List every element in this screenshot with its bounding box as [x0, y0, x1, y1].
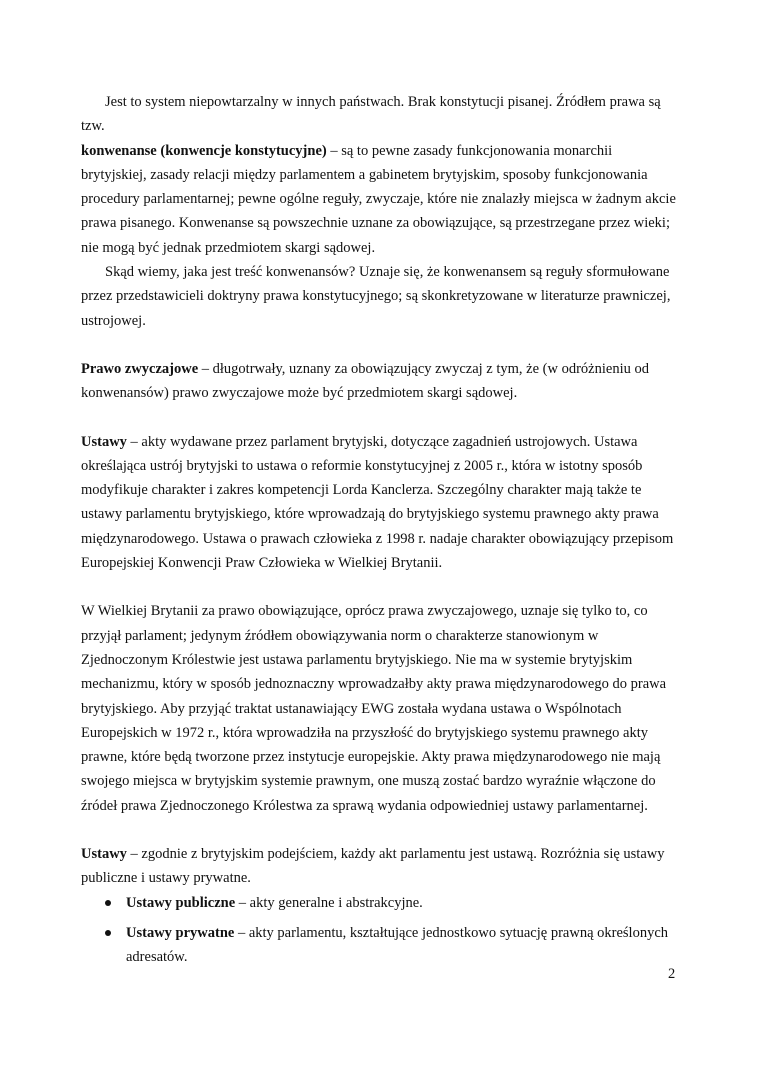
- paragraph-text: – zgodnie z brytyjskim podejściem, każdy akt parlamentu jest ustawą. Rozróżnia się ustawy publiczne i ustawy prywatne.: [81, 846, 665, 887]
- list-item-text: – akty generalne i abstrakcyjne.: [235, 894, 423, 911]
- paragraph-lead: Jest to system niepowtarzalny w innych państwach. Brak konstytucji pisanej. Źródłem prawa są tzw.: [81, 94, 661, 135]
- bullet-icon: [105, 930, 111, 936]
- list-item: [81, 921, 681, 970]
- paragraph-text: – długotrwały, uznany za obowiązujący zwyczaj z tym, że (w odróżnieniu od konwenansów) prawo zwyczajowe może być przedmiotem skargi sądowej.: [81, 360, 649, 402]
- paragraph-skad-wiemy: Skąd wiemy, jaka jest treść konwenansów? Uznaje się, że konwenansem są reguły sformułowane przez przedstawicieli doktryny prawa konstytucyjnego; są skonkretyzowane w literaturze prawniczej, ustrojowej.: [81, 264, 671, 329]
- term-ustawy-prywatne: Ustawy prywatne: [126, 924, 235, 941]
- bullet-list: [81, 891, 681, 970]
- term-ustawy-publiczne: Ustawy publiczne: [126, 894, 236, 911]
- blank-line: [81, 333, 681, 357]
- list-item: [81, 891, 681, 915]
- page-number: 2: [668, 966, 676, 982]
- paragraph-text: – akty wydawane przez parlament brytyjski, dotyczące zagadnień ustrojowych. Ustawa określająca ustrój brytyjski to ustawa o reformie konstytucyjnej z 2005 r., która w istotny sposób modyfikuje charakter i zakres kompetencji Lorda Kanclerza. Szczególny charakter mają także te ustawy parlamentu brytyjskiego, które wprowadzają do brytyjskiego systemu prawnego akty prawa międzynarodowego. Ustawa o prawach człowieka z 1998 r. nadaje charakter obowiązujący przepisom Europejskiej Konwencji Praw Człowieka w Wielkiej Brytanii.: [81, 433, 674, 572]
- paragraph-ustawy-rodzaje: [81, 842, 681, 891]
- term-prawo-zwyczajowe: Prawo zwyczajowe: [81, 360, 199, 377]
- paragraph-text: – są to pewne zasady funkcjonowania monarchii brytyjskiej, zasady relacji między parlamentem a gabinetem brytyjskim, sposoby funkcjonowania procedury parlamentarnej; pewne ogólne reguły, zwyczaje, które nie znalazły miejsca w żadnym akcie prawa pisanego. Konwenanse są powszechnie uznane za obowiązujące, są przestrzegane przez wieki; nie mogą być jednak przedmiotem skargi sądowej.: [81, 142, 676, 256]
- bullet-icon: [105, 900, 111, 906]
- paragraph-konwenanse: [81, 90, 681, 260]
- paragraph-prawo-zwyczajowe: [81, 357, 681, 406]
- term-konwenanse: konwenanse (konwencje konstytucyjne): [81, 142, 327, 159]
- term-ustawy: Ustawy: [81, 433, 127, 450]
- blank-line: [81, 818, 681, 842]
- blank-line: [81, 406, 681, 430]
- paragraph-ustawy: [81, 430, 681, 576]
- list-item-text: – akty parlamentu, kształtujące jednostkowo sytuację prawną określonych adresatów.: [126, 924, 668, 966]
- term-ustawy: Ustawy: [81, 846, 127, 863]
- blank-line: [81, 575, 681, 599]
- paragraph-wielka-brytania: W Wielkiej Brytanii za prawo obowiązujące, oprócz prawa zwyczajowego, uznaje się tylko to, co przyjął parlament; jedynym źródłem obowiązywania norm o charakterze stanowionym w Zjednoczonym Królestwie jest ustawa parlamentu brytyjskiego. Nie ma w systemie brytyjskim mechanizmu, który w sposób jednoznaczny wprowadzałby akty prawa międzynarodowego do prawa brytyjskiego. Aby przyjąć traktat ustanawiający EWG została wydana ustawa o Wspólnotach Europejskich w 1972 r., która wprowadziła na przyszłość do brytyjskiego systemu prawnego akty prawne, które będą tworzone przez instytucje europejskie. Akty prawa międzynarodowego nie mają swojego miejsca w brytyjskim systemie prawnym, one muszą zostać bardzo wyraźnie włączone do źródeł prawa Zjednoczonego Królestwa za sprawą wydania odpowiedniej ustawy parlamentarnej.: [81, 603, 667, 814]
- page-content: [81, 90, 681, 970]
